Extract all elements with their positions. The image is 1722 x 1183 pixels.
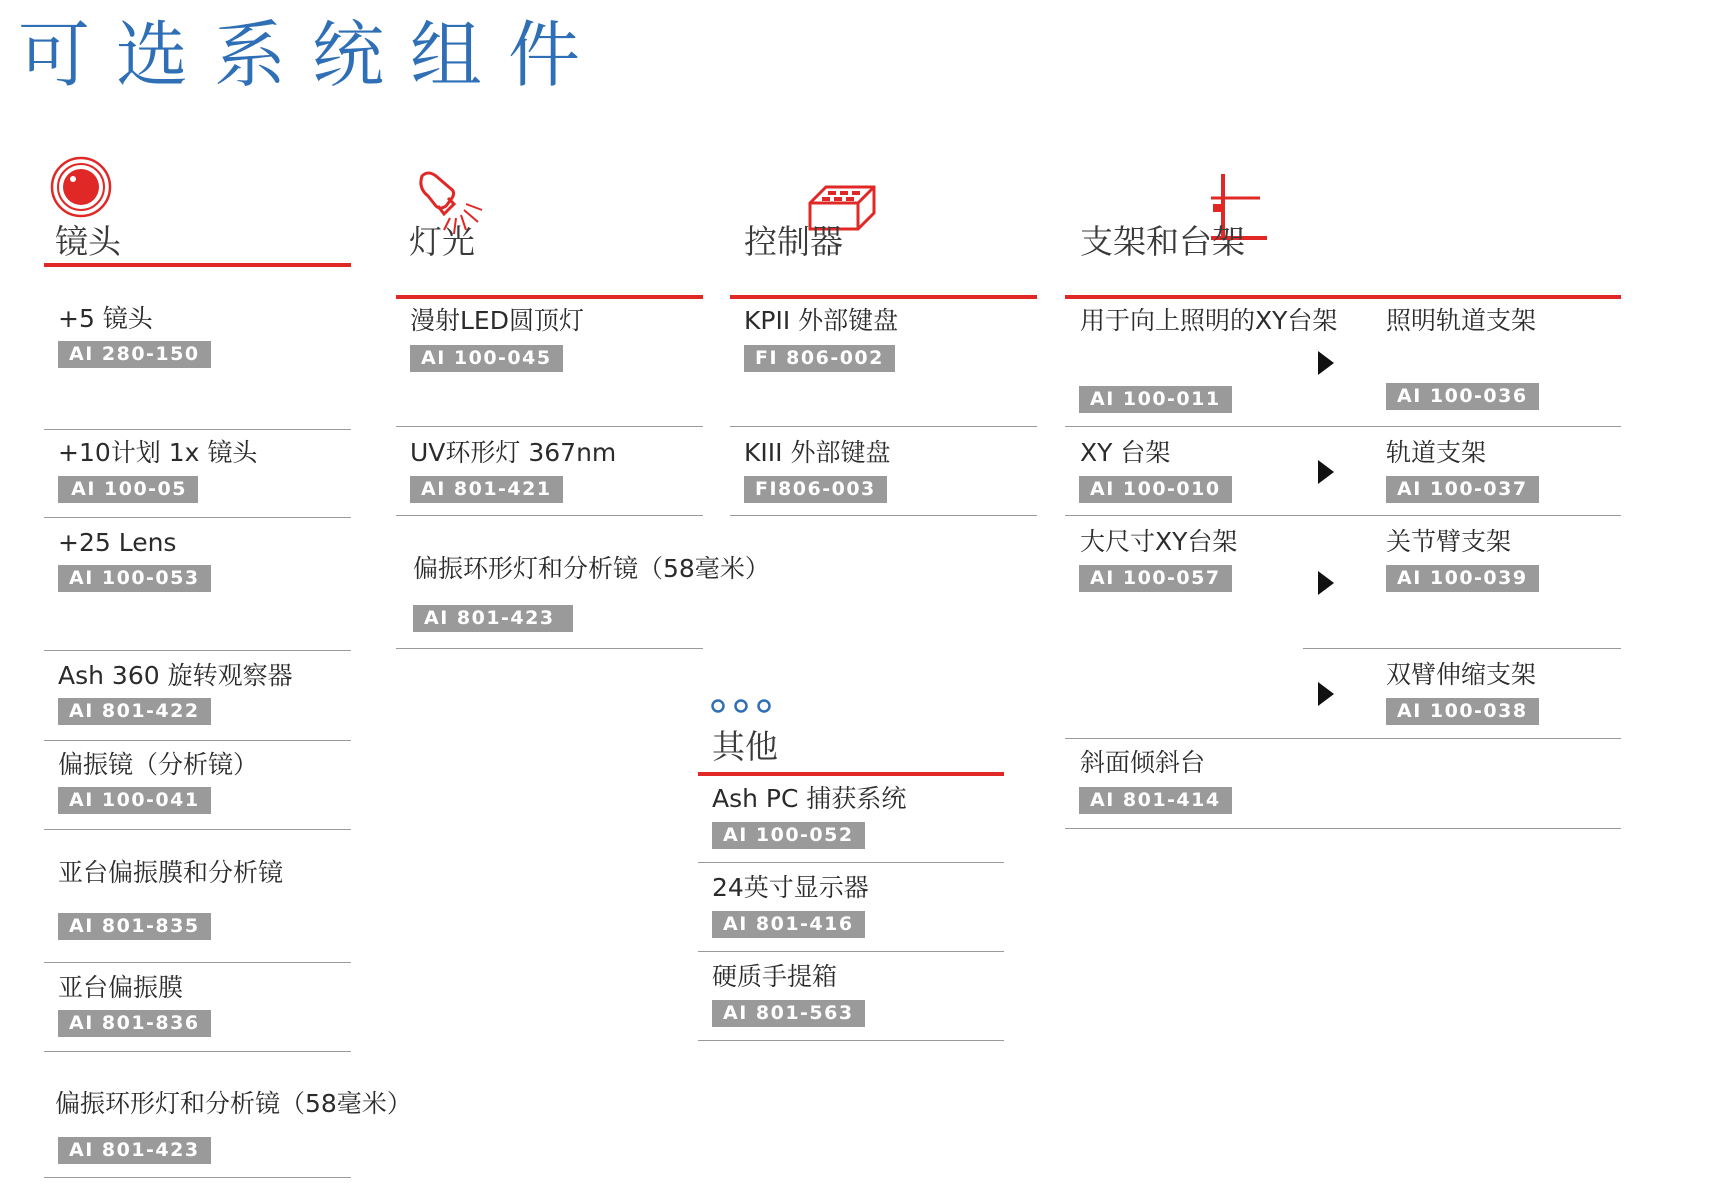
divider <box>44 650 351 651</box>
stands-left-item-name: 大尺寸XY台架 <box>1080 527 1238 556</box>
divider <box>44 829 351 830</box>
lighting-item-name: 偏振环形灯和分析镜（58毫米） <box>413 554 770 583</box>
arrow-right-icon <box>1318 571 1334 595</box>
stands-left-item-code: AI 801-414 <box>1079 787 1232 814</box>
other-section-title: 其他 <box>712 727 778 766</box>
divider <box>44 1177 351 1178</box>
divider <box>730 515 1037 516</box>
divider <box>1065 515 1621 516</box>
controller-item-code: FI 806-002 <box>744 345 895 372</box>
other-section-rule <box>698 772 1004 776</box>
arrow-right-icon <box>1318 351 1334 375</box>
stands-left-item-code: AI 100-057 <box>1079 565 1232 592</box>
stands-left-item-code: AI 100-011 <box>1079 386 1232 413</box>
divider <box>44 740 351 741</box>
stands-right-item-code: AI 100-036 <box>1386 383 1539 410</box>
controller-section-rule <box>730 295 1037 299</box>
divider <box>44 517 351 518</box>
other-item-name: Ash PC 捕获系统 <box>712 784 907 813</box>
stands-left-item-code: AI 100-010 <box>1079 476 1232 503</box>
divider <box>1065 828 1621 829</box>
divider <box>396 648 703 649</box>
lens-item-code: AI 100-053 <box>58 565 211 592</box>
page-title: 可选系统组件 <box>18 13 607 97</box>
lighting-item-code: AI 801-423 <box>413 605 573 632</box>
stands-right-item-code: AI 100-038 <box>1386 698 1539 725</box>
divider <box>396 515 703 516</box>
divider <box>396 426 703 427</box>
lens-section-rule <box>44 263 351 267</box>
stands-left-item-name: XY 台架 <box>1080 438 1171 467</box>
divider <box>730 426 1037 427</box>
lens-item-name: +10计划 1x 镜头 <box>58 438 258 467</box>
divider <box>698 862 1004 863</box>
divider <box>1303 648 1621 649</box>
lens-item-name: +25 Lens <box>58 528 177 557</box>
divider <box>44 962 351 963</box>
lighting-item-name: UV环形灯 367nm <box>410 438 617 467</box>
lens-item-code: AI 280-150 <box>58 341 211 368</box>
stands-right-item-name: 照明轨道支架 <box>1386 306 1537 335</box>
lighting-item-code: AI 801-421 <box>410 476 563 503</box>
lens-item-code: AI 801-835 <box>58 913 211 940</box>
lens-item-code: AI 801-422 <box>58 698 211 725</box>
other-item-name: 硬质手提箱 <box>712 962 838 991</box>
lighting-section-title: 灯光 <box>409 222 475 261</box>
lens-item-name: 偏振镜（分析镜） <box>58 750 259 779</box>
divider <box>698 951 1004 952</box>
lens-item-name: 亚台偏振膜 <box>58 973 184 1002</box>
other-item-code: AI 801-563 <box>712 1000 865 1027</box>
lens-item-name: 亚台偏振膜和分析镜 <box>58 858 284 887</box>
lens-item-code: AI 801-423 <box>58 1137 211 1164</box>
arrow-right-icon <box>1318 682 1334 706</box>
stands-section-rule <box>1065 295 1621 299</box>
controller-section-title: 控制器 <box>744 222 843 261</box>
lighting-item-name: 漫射LED圆顶灯 <box>410 306 584 335</box>
divider <box>1065 426 1621 427</box>
divider <box>44 429 351 430</box>
stands-right-item-code: AI 100-039 <box>1386 565 1539 592</box>
other-item-name: 24英寸显示器 <box>712 873 869 902</box>
stands-right-item-name: 关节臂支架 <box>1386 527 1512 556</box>
lens-item-code: AI 801-836 <box>58 1010 211 1037</box>
stands-left-item-name: 斜面倾斜台 <box>1080 748 1206 777</box>
lens-item-code: AI 100-041 <box>58 787 211 814</box>
lens-item-name: Ash 360 旋转观察器 <box>58 661 293 690</box>
other-item-code: AI 100-052 <box>712 822 865 849</box>
other-item-code: AI 801-416 <box>712 911 865 938</box>
lens-item-code: AI 100-05 <box>58 476 198 503</box>
controller-item-name: KPII 外部键盘 <box>744 306 899 335</box>
stands-section-title: 支架和台架 <box>1080 222 1245 261</box>
lens-item-name: +5 镜头 <box>58 304 153 333</box>
controller-item-name: KIII 外部键盘 <box>744 438 891 467</box>
lens-icon <box>50 156 112 218</box>
stands-right-item-name: 双臂伸缩支架 <box>1386 660 1537 689</box>
stands-right-item-code: AI 100-037 <box>1386 476 1539 503</box>
stands-right-item-name: 轨道支架 <box>1386 438 1487 467</box>
lighting-section-rule <box>396 295 703 299</box>
more-dots-icon <box>710 697 772 715</box>
divider <box>698 1040 1004 1041</box>
lens-item-name: 偏振环形灯和分析镜（58毫米） <box>55 1089 412 1118</box>
lens-section-title: 镜头 <box>55 222 121 261</box>
lighting-item-code: AI 100-045 <box>410 345 563 372</box>
arrow-right-icon <box>1318 460 1334 484</box>
divider <box>1065 738 1621 739</box>
stands-left-item-name: 用于向上照明的XY台架 <box>1080 306 1338 335</box>
controller-item-code: FI806-003 <box>744 476 887 503</box>
divider <box>44 1051 351 1052</box>
